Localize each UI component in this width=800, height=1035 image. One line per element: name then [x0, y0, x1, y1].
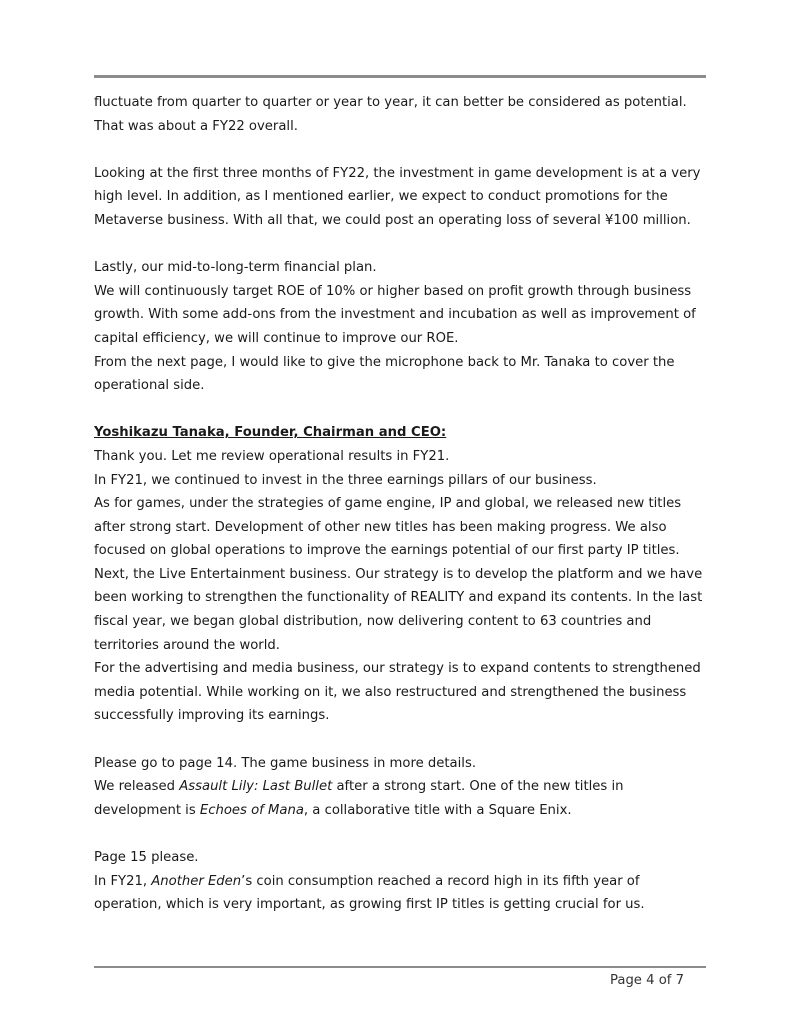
- text-line: From the next page, I would like to give the microphone back to Mr. Tanaka to cover the: [94, 354, 675, 370]
- text-run: ’s coin consumption reached a record high in its fifth year of: [241, 873, 640, 889]
- text-line: Page 15 please.: [94, 850, 199, 865]
- text-line: fiscal year, we began global distribution, now delivering content to 63 countries and: [94, 614, 652, 630]
- text-run: after a strong start. One of the new titles in: [332, 779, 624, 795]
- paragraph-spacer: [94, 728, 714, 752]
- text-line: operational side.: [94, 378, 205, 394]
- footer-divider: [94, 966, 706, 968]
- text-line: Please go to page 14. The game business in more details.: [94, 755, 477, 771]
- header-divider: [94, 75, 706, 78]
- text-line: [94, 870, 714, 894]
- text-line: fluctuate from quarter to quarter or year to year, it can better be considered as potential.: [94, 95, 687, 110]
- text-line: successfully improving its earnings.: [94, 708, 330, 724]
- italic-title: Assault Lily: Last Bullet: [179, 779, 333, 795]
- text-line: We will continuously target ROE of 10% or higher based on profit growth through business: [94, 283, 692, 299]
- text-line: Metaverse business. With all that, we could post an operating loss of several ¥100 million.: [94, 212, 691, 228]
- paragraph-spacer: [94, 822, 714, 846]
- paragraph-spacer: [94, 233, 714, 257]
- text-line: capital efficiency, we will continue to improve our ROE.: [94, 330, 459, 346]
- italic-title: Another Eden: [151, 873, 242, 889]
- text-line: [94, 799, 714, 823]
- paragraph-spacer: [94, 138, 714, 162]
- text-run: We released: [94, 779, 180, 795]
- italic-title: Echoes of Mana: [199, 802, 304, 818]
- text-line: after strong start. Development of other new titles has been making progress. We also: [94, 519, 667, 535]
- text-run: development is: [94, 802, 200, 818]
- text-line: Lastly, our mid-to-long-term financial plan.: [94, 260, 377, 276]
- text-line: territories around the world.: [94, 637, 280, 653]
- paragraph-spacer: [94, 398, 714, 422]
- text-line: been working to strengthen the functionality of REALITY and expand its contents. In the last: [94, 590, 703, 606]
- text-run: , a collaborative title with a Square Enix.: [303, 802, 572, 818]
- text-line: In FY21, we continued to invest in the three earnings pillars of our business.: [94, 472, 597, 488]
- text-line: Looking at the first three months of FY22, the investment in game development is at a very: [94, 165, 701, 181]
- text-run: In FY21,: [94, 873, 152, 889]
- text-line: focused on global operations to improve the earnings potential of our first party IP titles.: [94, 543, 680, 559]
- text-line: As for games, under the strategies of game engine, IP and global, we released new titles: [94, 496, 682, 512]
- text-line: That was about a FY22 overall.: [94, 118, 298, 134]
- text-line: high level. In addition, as I mentioned earlier, we expect to conduct promotions for the: [94, 189, 668, 205]
- text-line: [94, 775, 714, 799]
- text-line: growth. With some add-ons from the investment and incubation as well as improvement of: [94, 307, 696, 323]
- text-line: operation, which is very important, as growing first IP titles is getting crucial for us.: [94, 897, 645, 913]
- document-body: [94, 91, 714, 917]
- speaker-heading: [94, 421, 714, 445]
- text-line: Next, the Live Entertainment business. Our strategy is to develop the platform and we have: [94, 566, 703, 582]
- text-line: Thank you. Let me review operational results in FY21.: [94, 448, 450, 464]
- text-line: For the advertising and media business, our strategy is to expand contents to strengthened: [94, 661, 701, 677]
- page-number: Page 4 of 7: [610, 973, 684, 988]
- speaker-name: Yoshikazu Tanaka, Founder, Chairman and CEO:: [94, 425, 447, 441]
- text-line: media potential. While working on it, we also restructured and strengthened the business: [94, 684, 687, 700]
